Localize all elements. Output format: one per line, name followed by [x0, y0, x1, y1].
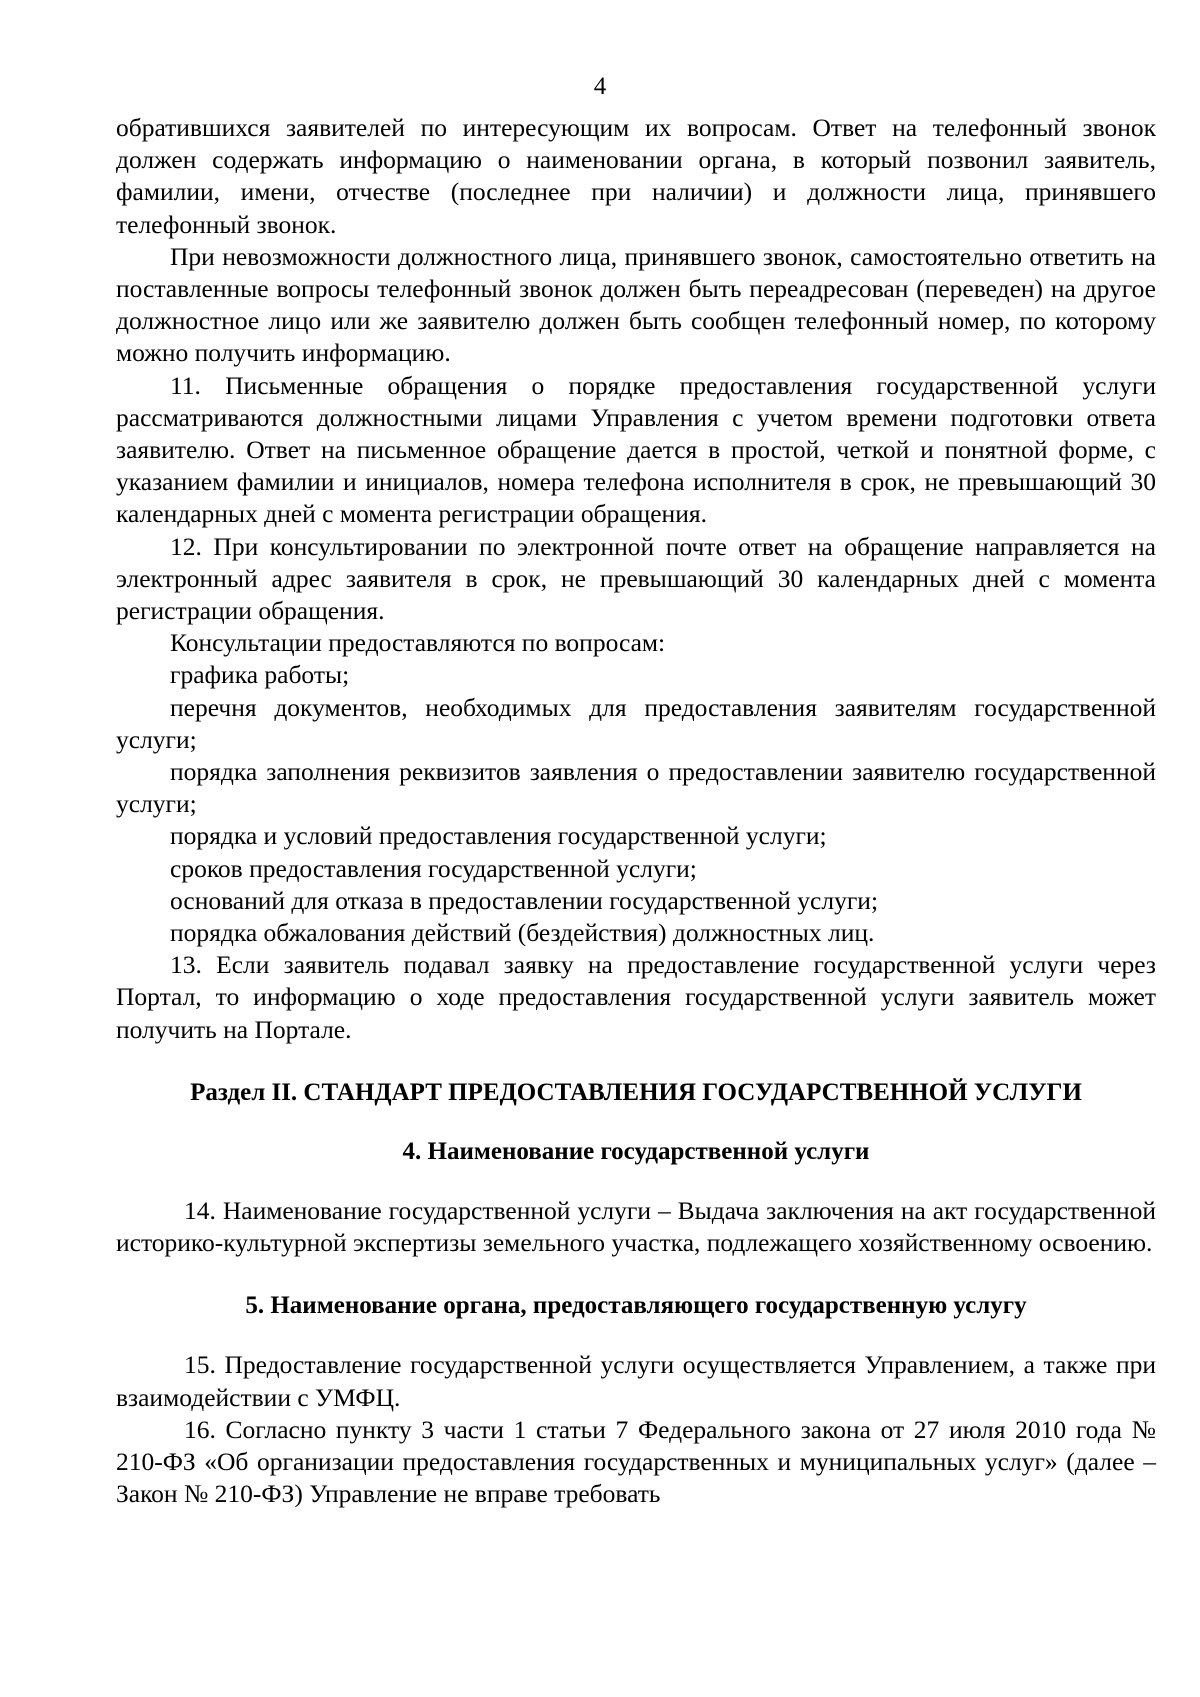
list-item: порядка заполнения реквизитов заявления о предоставлении заявителю государственной услуги;: [116, 757, 1156, 819]
paragraph: 14. Наименование государственной услуги – Выдача заключения на акт государственной историко-культурной экспертизы земельного участка, подлежащего хозяйственному освоению.: [116, 1195, 1156, 1258]
section-title: Раздел II. СТАНДАРТ ПРЕДОСТАВЛЕНИЯ ГОСУДАРСТВЕННОЙ УСЛУГИ: [190, 1078, 1082, 1106]
intro-paragraphs: [116, 112, 1156, 1046]
paragraph: 13. Если заявитель подавал заявку на предоставление государственной услуги через Портал, то информацию о ходе предоставления государственной услуги заявитель может получить на Портале.: [116, 950, 1156, 1044]
list-item: порядка обжалования действий (бездействия) должностных лиц.: [170, 918, 875, 948]
paragraph: 16. Согласно пункту 3 части 1 статьи 7 Федерального закона от 27 июля 2010 года № 210-ФЗ «Об организации предоставления государственных и муниципальных услуг» (далее – Закон № 210-ФЗ) Управление не вправе требовать: [116, 1414, 1156, 1509]
paragraph: обратившихся заявителей по интересующим их вопросам. Ответ на телефонный звонок должен содержать информацию о наименовании органа, в который позвонил заявитель, фамилии, имени, отчестве (последнее при наличии) и должности лица, принявшего телефонный звонок.: [116, 113, 1156, 239]
list-item: графика работы;: [170, 660, 350, 690]
subsection-4-title: 4. Наименование государственной услуги: [402, 1137, 870, 1165]
list-item: оснований для отказа в предоставлении государственной услуги;: [170, 885, 879, 915]
paragraph: При невозможности должностного лица, принявшего звонок, самостоятельно ответить на поставленные вопросы телефонный звонок должен быть переадресован (переведен) на другое должностное лицо или же заявителю должен быть сообщен телефонный номер, по которому можно получить информацию.: [116, 241, 1156, 368]
paragraph: 12. При консультировании по электронной почте ответ на обращение направляется на электронный адрес заявителя в срок, не превышающий 30 календарных дней с момента регистрации обращения.: [116, 531, 1156, 626]
paragraph: 11. Письменные обращения о порядке предоставления государственной услуги рассматриваются должностными лицами Управления с учетом времени подготовки ответа заявителю. Ответ на письменное обращение дается в простой, четкой и понятной форме, с указанием фамилии и инициалов, номера телефона исполнителя в срок, не превышающий 30 календарных дней с момента регистрации обращения.: [116, 370, 1156, 529]
list-item: порядка и условий предоставления государственной услуги;: [170, 821, 827, 851]
paragraph: 15. Предоставление государственной услуги осуществляется Управлением, а также при взаимодействии с УМФЦ.: [116, 1350, 1156, 1412]
page-number: 4: [593, 73, 607, 100]
subsection-5-title: 5. Наименование органа, предоставляющего государственную услугу: [245, 1292, 1027, 1320]
list-item: сроков предоставления государственной услуги;: [170, 853, 697, 883]
paragraph: Консультации предоставляются по вопросам:: [170, 628, 666, 658]
list-item: перечня документов, необходимых для предоставления заявителям государственной услуги;: [116, 692, 1156, 754]
document-body: [116, 112, 1156, 1510]
